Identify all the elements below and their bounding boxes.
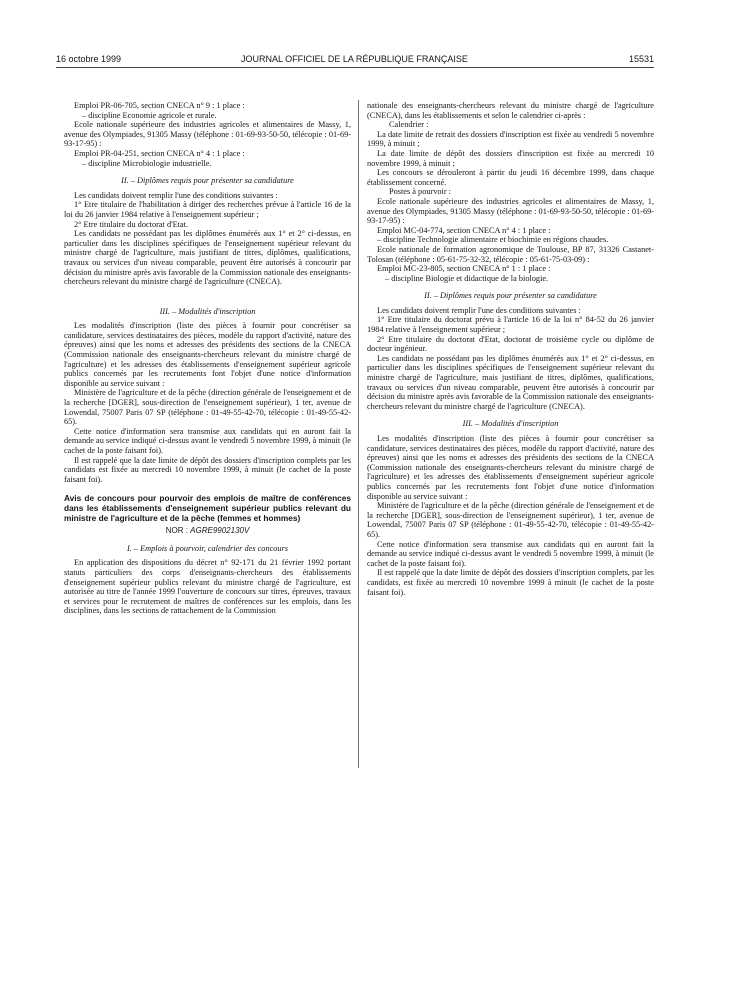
right-s2-equivalence: Les candidats ne possédant pas les diplômes énumérés aux 1° et 2° ci-dessus, en particulier dans les disciplines spécifiques de l'enseignement supérieur relevant du ministre chargé de l'agriculture, mais justifiant de titres, diplômes, qualifications, travaux ou services d'un niveau comparable, peuvent être autorisés à concourir par décision du ministre après avis favorable de la Commission nationale des enseignants-chercheurs relevant du ministre chargé de l'agriculture (CNECA). — [367, 353, 654, 411]
right-ensia-massy-address: Ecole nationale supérieure des industries agricoles et alimentaires de Massy, 1, avenue des Olympiades, 91305 Massy (téléphone : 01-69-93-50-50, télécopie : 01-69-93-17-95) : — [367, 196, 654, 226]
left-section-2-title: II. – Diplômes requis pour présenter sa candidature — [121, 176, 294, 186]
right-s2-intro: Les candidats doivent remplir l'une des conditions suivantes : — [377, 305, 581, 315]
nor-value: AGRE9902130V — [190, 526, 250, 536]
right-job-mc-23-805: Emploi MC-23-805, section CNECA n° 1 : 1 place : — [377, 264, 551, 274]
nor-label: NOR : — [165, 526, 188, 536]
right-s3-modalites: Les modalités d'inscription (liste des pièces à fournir pour concrétiser sa candidature, services destinataires des pièces, modèle du rapport d'activité, nature des épreuves) ainsi que les noms et adresses des présidents des sections de la CNECA (Commission nationale des enseignants-chercheurs relevant du ministre chargé de l'agriculture) et les adresses des établissements d'enseignement supérieur agricole publics concernés par les recrutements font l'objet d'une notice d'information disponible au service suivant : — [367, 434, 654, 501]
left-s2-intro: Les candidats doivent remplir l'une des conditions suivantes : — [74, 190, 278, 200]
right-calendar-depot: La date limite de dépôt des dossiers d'inscription est fixée au mercredi 10 novembre 1999, à minuit ; — [367, 148, 654, 168]
left-s2-condition-1: 1° Etre titulaire de l'habilitation à diriger des recherches prévue à l'article 16 de la loi du 26 janvier 1984 relative à l'enseignement supérieur ; — [64, 200, 351, 219]
header-page-number: 15531 — [628, 54, 654, 64]
right-s3-ministere: Ministère de l'agriculture et de la pêche (direction générale de l'enseignement et de la recherche [DGER], sous-direction de l'enseignement supérieur), 1 ter, avenue de Lowendal, 75007 Paris 07 SP (téléphone : 01-49-55-42-70, télécopie : 01-49-55-42-65). — [367, 501, 654, 539]
right-s3-notice: Cette notice d'information sera transmise aux candidats qui en auront fait la demande au service indiqué ci-dessus avant le vendredi 5 novembre 1999, à minuit (le cachet de la poste faisant foi). — [367, 539, 654, 568]
right-s2-condition-2: 2° Etre titulaire du doctorat d'Etat, doctorat de troisième cycle ou diplôme de docteur ingénieur. — [367, 334, 654, 354]
left-s3-ministere: Ministère de l'agriculture et de la pêche (direction générale de l'enseignement et de la recherche [DGER], sous-direction de l'enseignement supérieur), 1 ter, avenue de Lowendal, 75007 Paris 07 SP (téléphone : 01-49-55-42-70, télécopie : 01-49-55-42-65). — [64, 388, 351, 427]
left-discipline-microbiologie: – discipline Microbiologie industrielle. — [82, 158, 212, 168]
right-continuation: nationale des enseignants-chercheurs relevant du ministre chargé de l'agriculture (CNECA), dans les établissements et selon le calendrier ci-après : — [367, 101, 654, 120]
right-discipline-biologie: – discipline Biologie et didactique de la biologie. — [385, 273, 549, 283]
right-posts-label: Postes à pourvoir : — [389, 187, 451, 197]
left-section-3-title: III. – Modalités d'inscription — [159, 306, 256, 316]
left-s2-equivalence: Les candidats ne possédant pas les diplômes énumérés aux 1° et 2° ci-dessus, en particulier dans les disciplines spécifiques de l'enseignement supérieur relevant du ministre chargé de l'agriculture, mais justifiant de titres, diplômes, qualifications, travaux ou services d'un niveau comparable, peuvent être autorisés à concourir par décision du ministre après avis favorable de la Commission nationale des enseignants-chercheurs relevant du ministre chargé de l'agriculture (CNECA). — [64, 229, 351, 287]
left-ensia-massy-address: Ecole nationale supérieure des industries agricoles et alimentaires de Massy, 1, avenue des Olympiades, 91305 Massy (téléphone : 01-69-93-50-50, télécopie : 01-69-93-17-95) : — [64, 120, 351, 149]
header-date: 16 octobre 1999 — [56, 54, 122, 64]
right-column — [367, 101, 654, 597]
page-header — [56, 54, 654, 68]
spacer — [64, 287, 351, 299]
left-s2-condition-2: 2° Etre titulaire du doctorat d'Etat. — [74, 219, 189, 229]
left-s1-application: En application des dispositions du décret n° 92-171 du 21 février 1992 portant statuts particuliers des corps d'enseignants-chercheurs des établissements d'enseignement supérieur publics relevant du ministre chargé de l'agriculture, est autorisée au titre de l'année 1999 l'ouverture de concours sur titres, épreuves, travaux et services pour le recrutement de maîtres de conférences sur les emplois, dans les disciplines, dans les sections de rattachement de la Commission — [64, 558, 351, 616]
notice-title: Avis de concours pour pourvoir des emplois de maître de conférences dans les établissements d'enseignement supérieur publics relevant du ministre de l'agriculture et de la pêche (femmes et hommes) — [64, 493, 351, 523]
right-section-3-title: III. – Modalités d'inscription — [462, 419, 559, 429]
left-column — [64, 101, 351, 616]
left-job-pr-04-251: Emploi PR-04-251, section CNECA n° 4 : 1 place : — [74, 148, 245, 158]
right-calendar-label: Calendrier : — [389, 120, 429, 130]
left-job-pr-06-705: Emploi PR-06-705, section CNECA n° 9 : 1 place : — [74, 101, 245, 110]
right-job-mc-04-774: Emploi MC-04-774, section CNECA n° 4 : 1 place : — [377, 225, 551, 235]
right-discipline-technologie: – discipline Technologie alimentaire et biochimie en régions chaudes. — [377, 235, 609, 245]
right-calendar-concours: Les concours se dérouleront à partir du jeudi 16 décembre 1999, dans chaque établissement concerné. — [367, 168, 654, 187]
right-s2-condition-1: 1° Etre titulaire du doctorat prévu à l'article 16 de la loi n° 84-52 du 26 janvier 1984 relative à l'enseignement supérieur ; — [367, 315, 654, 335]
right-enfa-toulouse-address: Ecole nationale de formation agronomique de Toulouse, BP 87, 31326 Castanet-Tolosan (téléphone : 05-61-75-32-32, télécopie : 05-61-75-03-09) : — [367, 244, 654, 264]
header-journal-title: JOURNAL OFFICIEL DE LA RÉPUBLIQUE FRANÇAISE — [241, 54, 468, 64]
header-rule — [56, 67, 654, 68]
right-s3-deadline: Il est rappelé que la date limite de dépôt des dossiers d'inscription complets, par les candidats, est fixée au mercredi 10 novembre 1999 à minuit (le cachet de la poste faisant foi). — [367, 568, 654, 597]
right-calendar-retrait: La date limite de retrait des dossiers d'inscription est fixée au vendredi 5 novembre 1999, à minuit ; — [367, 129, 654, 149]
left-s3-deadline: Il est rappelé que la date limite de dépôt des dossiers d'inscription complets par les candidats est fixée au mercredi 10 novembre 1999, à minuit (le cachet de la poste faisant foi). — [64, 455, 351, 484]
column-divider — [358, 100, 359, 768]
left-section-1-title: I. – Emplois à pourvoir, calendrier des concours — [126, 543, 289, 553]
left-discipline-economie: – discipline Economie agricole et rurale. — [82, 110, 217, 120]
nor-reference — [64, 526, 351, 536]
left-s3-modalites: Les modalités d'inscription (liste des pièces à fournir pour concrétiser sa candidature, services destinataires des pièces, modèle du rapport d'activité, nature des épreuves) ainsi que les noms et adresses des présidents des sections de la CNECA (Commission nationale des enseignants-chercheurs relevant du ministre chargé de l'agriculture) et les adresses des établissements d'enseignement supérieur agricole publics concernés par les recrutements font l'objet d'une notice d'information disponible au service suivant : — [64, 321, 351, 388]
right-section-2-title: II. – Diplômes requis pour présenter sa candidature — [424, 291, 597, 301]
left-s3-notice: Cette notice d'information sera transmise aux candidats qui en auront fait la demande au service indiqué ci-dessus avant le vendredi 5 novembre 1999, à minuit (le cachet de la poste faisant foi). — [64, 426, 351, 455]
